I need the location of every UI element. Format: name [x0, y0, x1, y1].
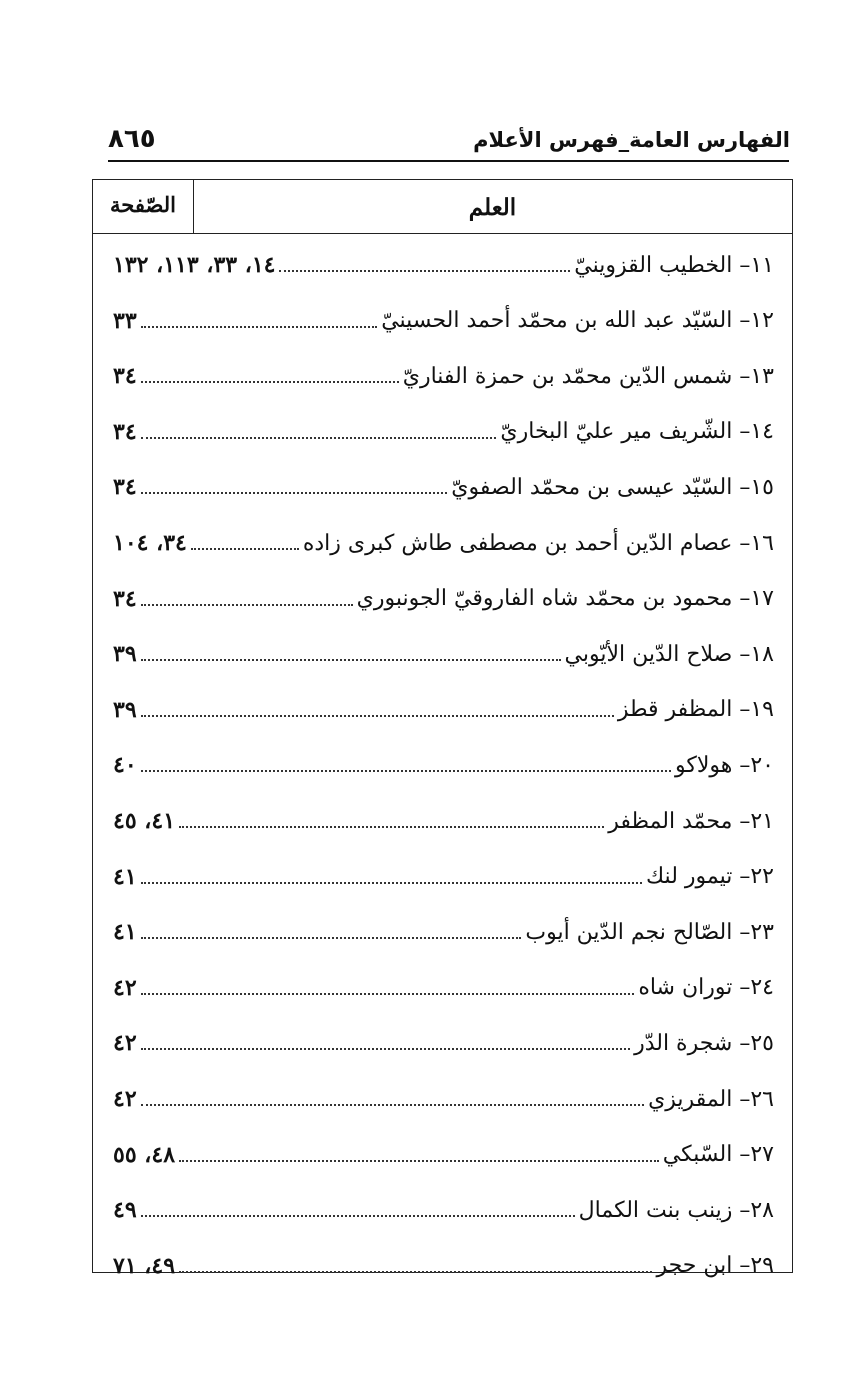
entry-name: ٢٥– شجرة الدّر [634, 1030, 774, 1056]
entry-name: ١٧– محمود بن محمّد شاه الفاروقيّ الجونبوري [356, 586, 774, 612]
entry-name: ١٣– شمس الدّين محمّد بن حمزة الفناريّ [402, 363, 774, 389]
entry-pages: ٣٤ [113, 363, 137, 390]
dot-leader [179, 1271, 652, 1273]
dot-leader [141, 492, 448, 494]
entry-name: ١٤– الشّريف مير عليّ البخاريّ [500, 419, 774, 445]
entry-pages: ٤١ [113, 919, 137, 946]
entry-name: ٢١– محمّد المظفر [608, 808, 774, 834]
dot-leader [141, 937, 522, 939]
list-item [113, 412, 774, 452]
entry-pages: ٤٨، ٥٥ [113, 1141, 176, 1168]
running-head [100, 124, 790, 162]
dot-leader [141, 770, 671, 772]
entry-name: ٢٩– ابن حجر [656, 1253, 774, 1279]
name-column-header: العلم [468, 194, 517, 221]
entry-pages: ١٤، ٣٣، ١١٣، ١٣٢ [113, 252, 276, 278]
dot-leader [141, 993, 635, 995]
dot-leader [141, 381, 399, 383]
entry-name: ٢٧– السّبكي [662, 1142, 774, 1168]
list-item [113, 1246, 774, 1286]
dot-leader [141, 715, 614, 717]
dot-leader [279, 270, 570, 272]
list-item [113, 1023, 774, 1063]
entry-pages: ٤٩، ٧١ [113, 1252, 176, 1279]
entry-pages: ٤٢ [113, 1086, 137, 1112]
dot-leader [141, 1048, 630, 1050]
entry-pages: ٤٩ [113, 1197, 137, 1224]
entry-name: ١١– الخطيب القزوينيّ [574, 252, 774, 278]
list-item [113, 968, 774, 1008]
dot-leader [141, 659, 561, 661]
list-item [113, 356, 774, 396]
list-item [113, 745, 774, 785]
list-item [113, 301, 774, 341]
list-item [113, 1135, 774, 1175]
list-item [113, 690, 774, 730]
dot-leader [141, 604, 353, 606]
list-item [113, 467, 774, 507]
entry-pages: ٣٤، ١٠٤ [113, 530, 187, 556]
entry-name: ٢٦– المقريزي [648, 1086, 774, 1112]
entry-name: ٢٣– الصّالح نجم الدّين أيوب [525, 919, 774, 945]
running-head-title: الفهارس العامة_فهرس الأعلام [473, 128, 790, 152]
dot-leader [179, 1160, 659, 1162]
dot-leader [141, 437, 497, 439]
entry-name: ٢٤– توران شاه [638, 975, 774, 1001]
list-item [113, 1079, 774, 1119]
entry-pages: ٣٤ [113, 474, 137, 501]
list-item [113, 857, 774, 897]
list-item [113, 912, 774, 952]
list-item [113, 1190, 774, 1230]
entry-pages: ٣٤ [113, 418, 137, 445]
entry-pages: ٣٣ [113, 307, 137, 334]
entry-pages: ٤١، ٤٥ [113, 808, 176, 834]
dot-leader [179, 826, 604, 828]
entry-name: ١٩– المظفر قطز [617, 697, 774, 723]
entry-pages: ٤١ [113, 863, 137, 890]
entry-pages: ٣٩ [113, 696, 137, 723]
dot-leader [141, 1104, 644, 1106]
index-table [92, 179, 793, 1279]
list-item [113, 634, 774, 674]
entry-pages: ٤٢ [113, 974, 137, 1001]
table-header [93, 180, 792, 234]
header-rule [108, 160, 789, 162]
list-item [113, 245, 774, 285]
entry-pages: ٤٠ [113, 752, 137, 779]
entry-name: ١٦– عصام الدّين أحمد بن مصطفى طاش كبرى زاده [302, 530, 774, 556]
dot-leader [141, 326, 378, 328]
dot-leader [141, 1215, 575, 1217]
entry-name: ٢٢– تيمور لنك [646, 864, 774, 890]
dot-leader [191, 548, 299, 550]
list-item [113, 579, 774, 619]
entry-pages: ٤٢ [113, 1030, 137, 1057]
page-column-header: الصّفحة [93, 180, 194, 233]
list-item [113, 523, 774, 563]
entry-name: ٢٨– زينب بنت الكمال [578, 1197, 774, 1223]
dot-leader [141, 882, 642, 884]
page-number: ٨٦٥ [108, 124, 156, 154]
entry-pages: ٣٩ [113, 641, 137, 668]
entry-pages: ٣٤ [113, 585, 137, 612]
list-item [113, 801, 774, 841]
entry-name: ٢٠– هولاكو [675, 752, 774, 778]
entry-name: ١٥– السّيّد عيسى بن محمّد الصفويّ [451, 474, 774, 500]
entry-name: ١٢– السّيّد عبد الله بن محمّد أحمد الحسينيّ [381, 308, 774, 334]
entry-name: ١٨– صلاح الدّين الأيّوبي [564, 641, 774, 667]
